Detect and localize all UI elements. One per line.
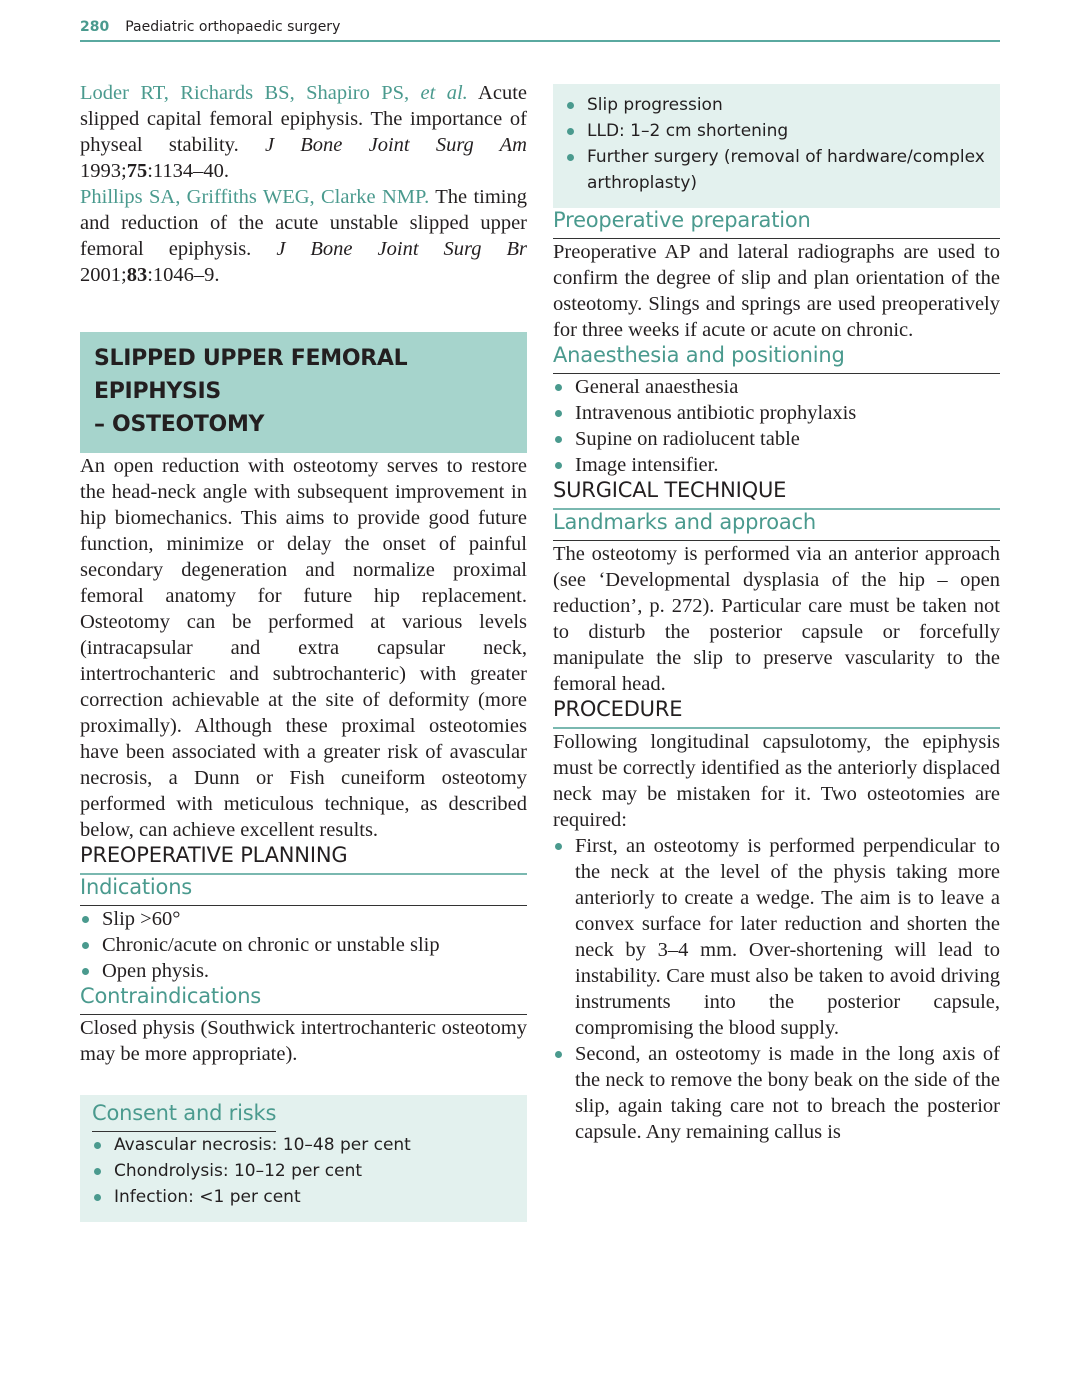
consent-risks-list bbox=[92, 1132, 515, 1210]
bullet-icon bbox=[82, 916, 89, 923]
list-item: Infection: <1 per cent bbox=[92, 1184, 515, 1210]
subheading-preop-preparation: Preoperative preparation bbox=[553, 208, 1000, 239]
running-title: Paediatric orthopaedic surgery bbox=[125, 19, 341, 35]
section-heading-surgical-technique: SURGICAL TECHNIQUE bbox=[553, 478, 1000, 510]
contraindications-text: Closed physis (Southwick intertrochanteric osteotomy may be more appropriate). bbox=[80, 1017, 527, 1065]
bullet-icon bbox=[555, 843, 562, 850]
consent-risks-list-continued bbox=[565, 92, 988, 196]
anaesthesia-list bbox=[553, 374, 1000, 478]
bullet-icon bbox=[555, 1051, 562, 1058]
bullet-icon bbox=[555, 410, 562, 417]
reference-2: Phillips SA, Griffiths WEG, Clarke NMP. The timing and reduction of the acute unstable slipped upper femoral epiphysis. J Bone Joint Surg Br 2001;83:1046–9. bbox=[80, 186, 527, 286]
list-item: Avascular necrosis: 10–48 per cent bbox=[92, 1132, 515, 1158]
list-item: Further surgery (removal of hardware/complex arthroplasty) bbox=[565, 144, 988, 196]
page-number: 280 bbox=[80, 19, 110, 35]
consent-risks-continued-box bbox=[553, 84, 1000, 208]
list-item: Image intensifier. bbox=[553, 452, 1000, 478]
bullet-icon bbox=[555, 462, 562, 469]
bullet-icon bbox=[82, 942, 89, 949]
bullet-icon bbox=[94, 1168, 101, 1175]
ref-journal: J Bone Joint Surg Am bbox=[264, 134, 527, 156]
chapter-title-box bbox=[80, 332, 527, 453]
bullet-icon bbox=[567, 102, 574, 109]
section-heading-preop-planning: PREOPERATIVE PLANNING bbox=[80, 843, 527, 875]
bullet-icon bbox=[555, 384, 562, 391]
list-item: Chondrolysis: 10–12 per cent bbox=[92, 1158, 515, 1184]
list-item: Slip >60° bbox=[80, 906, 527, 932]
subheading-anaesthesia: Anaesthesia and positioning bbox=[553, 343, 1000, 374]
subheading-consent-risks: Consent and risks bbox=[92, 1101, 276, 1132]
left-column bbox=[80, 80, 527, 1222]
list-item: Slip progression bbox=[565, 92, 988, 118]
intro-paragraph: An open reduction with osteotomy serves to restore the head-neck angle with subsequent improvement in hip biomechanics. This aims to provide good future function, minimize or delay the onset of painful secondary degeneration and normalize proximal femoral anatomy for future hip replacement. Osteotomy can be performed at various levels (intracapsular and extra capsular neck, intertrochanteric and subtrochanteric) with greater correction achievable at the site of deformity (more proximally). Although these proximal osteotomies have been associated with a greater risk of avascular necrosis, a Dunn or Fish cuneiform osteotomy performed with meticulous technique, as described below, can achieve excellent results. bbox=[80, 455, 527, 841]
procedure-text: Following longitudinal capsulotomy, the epiphysis must be correctly identified as the anteriorly displaced neck may be mistaken for it. Two osteotomies are required: bbox=[553, 731, 1000, 831]
indications-list bbox=[80, 906, 527, 984]
bullet-icon bbox=[82, 968, 89, 975]
ref-authors: Phillips SA, Griffiths WEG, Clarke NMP. bbox=[80, 186, 430, 208]
ref-journal: J Bone Joint Surg Br bbox=[276, 238, 527, 260]
bullet-icon bbox=[94, 1142, 101, 1149]
bullet-icon bbox=[567, 154, 574, 161]
consent-risks-box bbox=[80, 1095, 527, 1222]
subheading-contraindications: Contraindications bbox=[80, 984, 527, 1015]
bullet-icon bbox=[94, 1194, 101, 1201]
list-item: Second, an osteotomy is made in the long axis of the neck to remove the bony beak on the side of the slip, again taking care not to breach the posterior capsule. Any remaining callus is bbox=[553, 1041, 1000, 1145]
subheading-indications: Indications bbox=[80, 875, 527, 906]
reference-1: Loder RT, Richards BS, Shapiro PS, et al. Acute slipped capital femoral epiphysis. The importance of physeal stability. J Bone Joint Surg Am 1993;75:1134–40. bbox=[80, 82, 527, 182]
list-item: Chronic/acute on chronic or unstable slip bbox=[80, 932, 527, 958]
list-item: LLD: 1–2 cm shortening bbox=[565, 118, 988, 144]
running-head bbox=[80, 18, 1000, 42]
procedure-list bbox=[553, 833, 1000, 1145]
ref-authors: Loder RT, Richards BS, Shapiro PS, et al. bbox=[80, 82, 468, 104]
list-item: First, an osteotomy is performed perpendicular to the neck at the level of the physis taking more anteriorly to create a wedge. The aim is to leave a convex surface for later reduction and shorten the neck by 3–4 mm. Over-shortening will lead to instability. Care must also be taken to avoid driving instruments into the posterior capsule, compromising the blood supply. bbox=[553, 833, 1000, 1041]
bullet-icon bbox=[567, 128, 574, 135]
list-item: Intravenous antibiotic prophylaxis bbox=[553, 400, 1000, 426]
chapter-title: SLIPPED UPPER FEMORAL EPIPHYSIS – OSTEOTOMY bbox=[94, 346, 408, 437]
preop-preparation-text: Preoperative AP and lateral radiographs are used to confirm the degree of slip and plan orientation of the osteotomy. Slings and springs are used preoperatively for three weeks if acute or acute on chronic. bbox=[553, 241, 1000, 341]
subheading-landmarks: Landmarks and approach bbox=[553, 510, 1000, 541]
references bbox=[80, 80, 527, 288]
bullet-icon bbox=[555, 436, 562, 443]
list-item: General anaesthesia bbox=[553, 374, 1000, 400]
list-item: Supine on radiolucent table bbox=[553, 426, 1000, 452]
landmarks-text: The osteotomy is performed via an anterior approach (see ‘Developmental dysplasia of the hip – open reduction’, p. 272). Particular care must be taken not to disturb the posterior capsule or forcefully manipulate the slip to preserve vascularity to the femoral head. bbox=[553, 543, 1000, 695]
section-heading-procedure: PROCEDURE bbox=[553, 697, 1000, 729]
right-column bbox=[553, 84, 1000, 1145]
list-item: Open physis. bbox=[80, 958, 527, 984]
